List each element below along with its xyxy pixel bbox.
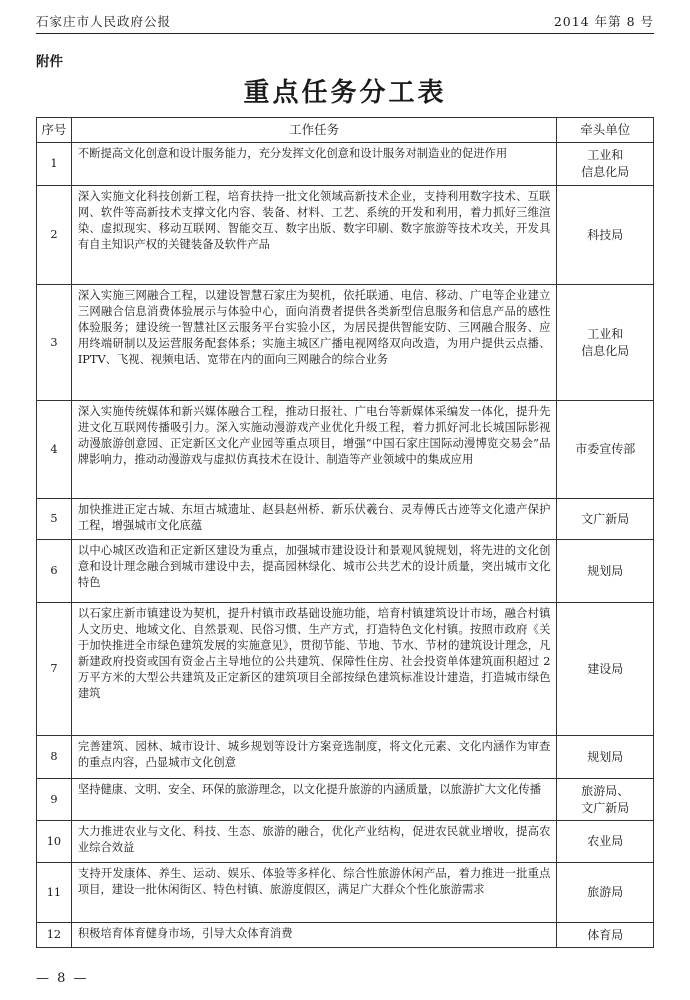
row-task: 完善建筑、园林、城市设计、城乡规划等设计方案竞选制度，将文化元素、文化内涵作为审查的重点内容，凸显城市文化创意 xyxy=(71,736,557,779)
table-row xyxy=(37,923,654,948)
task-table xyxy=(36,117,654,948)
row-unit: 工业和 信息化局 xyxy=(557,285,654,401)
row-unit: 旅游局、 文广新局 xyxy=(557,779,654,821)
row-unit: 体育局 xyxy=(557,923,654,948)
row-task: 不断提高文化创意和设计服务能力，充分发挥文化创意和设计服务对制造业的促进作用 xyxy=(71,143,557,186)
row-task: 加快推进正定古城、东垣古城遗址、赵县赵州桥、新乐伏羲台、灵寿傅氏古迹等文化遗产保护工程，增强城市文化底蕴 xyxy=(71,499,557,540)
row-task: 大力推进农业与文化、科技、生态、旅游的融合，优化产业结构，促进农民就业增收，提高农业综合效益 xyxy=(71,821,557,863)
row-number: 12 xyxy=(37,923,72,948)
page-header xyxy=(36,10,654,32)
row-number: 10 xyxy=(37,821,72,863)
row-task: 以中心城区改造和正定新区建设为重点，加强城市建设设计和景观风貌规划，将先进的文化创意和设计理念融合到城市建设中去，提高园林绿化、城市公共艺术的设计质量，突出城市文化特色 xyxy=(71,540,557,603)
table-row xyxy=(37,779,654,821)
row-task: 以石家庄新市镇建设为契机，提升村镇市政基础设施功能，培育村镇建筑设计市场，融合村镇人文历史、地域文化、自然景观、民俗习惯、生产方式，打造特色文化村镇。按照市政府《关于加快推进全市绿色建筑发展的实施意见》，贯彻节能、节地、节水、节材的建筑设计理念，凡新建政府投资或国有资金占主导地位的公共建筑、保障性住房、社会投资单体建筑面积超过 2 万平方米的大型公共建筑及正定新区的建筑项目全部按绿色建筑标准设计建造，打造城市绿色建筑 xyxy=(71,603,557,736)
table-row xyxy=(37,401,654,499)
row-unit: 规划局 xyxy=(557,540,654,603)
row-unit: 建设局 xyxy=(557,603,654,736)
row-number: 5 xyxy=(37,499,72,540)
table-row xyxy=(37,863,654,923)
row-unit: 工业和 信息化局 xyxy=(557,143,654,186)
row-task: 深入实施传统媒体和新兴媒体融合工程，推动日报社、广电台等新媒体采编发一体化，提升先进文化互联网传播吸引力。深入实施动漫游戏产业优化升级工程，着力抓好河北长城国际影视动漫旅游创意园、正定新区文化产业园等重点项目，增强“中国石家庄国际动漫博览交易会”品牌影响力，推动动漫游戏与虚拟仿真技术在设计、制造等产业领域中的集成应用 xyxy=(71,401,557,499)
header-divider xyxy=(36,33,654,34)
issue-number: 2014 年第 8 号 xyxy=(553,14,654,29)
row-number: 9 xyxy=(37,779,72,821)
table-row xyxy=(37,499,654,540)
table-row xyxy=(37,540,654,603)
column-header-unit: 牵头单位 xyxy=(557,118,654,143)
row-number: 8 xyxy=(37,736,72,779)
row-unit: 农业局 xyxy=(557,821,654,863)
page-number: — 8 — xyxy=(36,971,89,986)
page-title: 重点任务分工表 xyxy=(243,78,447,108)
table-header-row xyxy=(37,118,654,143)
row-task: 积极培育体育健身市场，引导大众体育消费 xyxy=(71,923,557,948)
table-row xyxy=(37,736,654,779)
row-number: 7 xyxy=(37,603,72,736)
column-header-number: 序号 xyxy=(37,118,72,143)
row-unit: 旅游局 xyxy=(557,863,654,923)
row-unit: 市委宣传部 xyxy=(557,401,654,499)
row-number: 2 xyxy=(37,186,72,285)
column-header-task: 工作任务 xyxy=(71,118,557,143)
gazette-title: 石家庄市人民政府公报 xyxy=(36,14,172,29)
attachment-label: 附件 xyxy=(36,54,63,70)
row-number: 4 xyxy=(37,401,72,499)
table-row xyxy=(37,285,654,401)
row-task: 深入实施三网融合工程，以建设智慧石家庄为契机，依托联通、电信、移动、广电等企业建立三网融合信息消费体验展示与体验中心，面向消费者提供各类新型信息服务和信息产品的感性体验服务；建设统一智慧社区云服务平台实验小区，为居民提供智能安防、三网融合服务、应用终端研制以及运营服务配套体系；实施主城区广播电视网络双向改造，为用户提供云点播、IPTV、飞视、视频电话、宽带在内的面向三网融合的综合业务 xyxy=(71,285,557,401)
table-row xyxy=(37,186,654,285)
row-task: 支持开发康体、养生、运动、娱乐、体验等多样化、综合性旅游休闲产品，着力推进一批重点项目，建设一批休闲街区、特色村镇、旅游度假区，满足广大群众个性化旅游需求 xyxy=(71,863,557,923)
row-number: 1 xyxy=(37,143,72,186)
row-task: 深入实施文化科技创新工程，培育扶持一批文化领域高新技术企业，支持利用数字技术、互联网、软件等高新技术支撑文化内容、装备、材料、工艺、系统的开发和利用，着力抓好三维渲染、虚拟现实、移动互联网、智能交互、数字出版、数字印刷、数字旅游等技术攻关，开发具有自主知识产权的关键装备及软件产品 xyxy=(71,186,557,285)
table-row xyxy=(37,603,654,736)
table-row xyxy=(37,821,654,863)
row-task: 坚持健康、文明、安全、环保的旅游理念，以文化提升旅游的内涵质量，以旅游扩大文化传播 xyxy=(71,779,557,821)
row-number: 6 xyxy=(37,540,72,603)
row-unit: 文广新局 xyxy=(557,499,654,540)
table-row xyxy=(37,143,654,186)
row-unit: 科技局 xyxy=(557,186,654,285)
row-unit: 规划局 xyxy=(557,736,654,779)
row-number: 11 xyxy=(37,863,72,923)
row-number: 3 xyxy=(37,285,72,401)
